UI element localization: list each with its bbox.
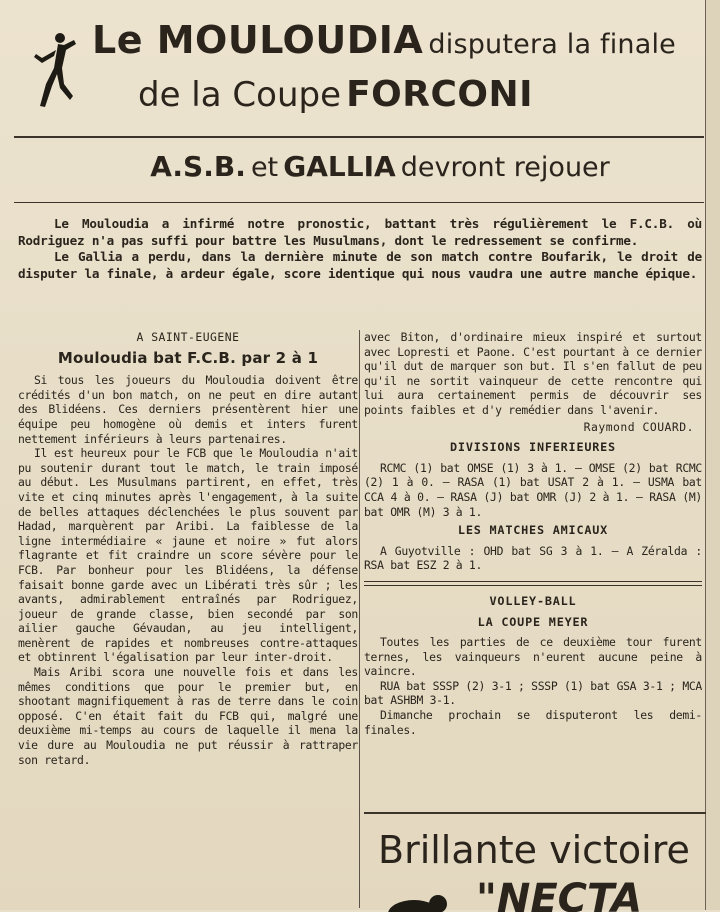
headline-and: et	[250, 152, 279, 183]
headline-verb: disputera la finale	[428, 29, 676, 60]
volley-paragraph: Toutes les parties de ce deuxième tour furent ternes, les vainqueurs n'eurent aucune peine à vaincre.	[364, 635, 702, 679]
headline-team-gallia: GALLIA	[283, 150, 396, 183]
article-column-left	[18, 330, 358, 906]
adjacent-column-edge	[705, 0, 720, 910]
headline-divider	[14, 136, 704, 138]
volley-subtitle: LA COUPE MEYER	[477, 614, 589, 629]
advert-box	[364, 812, 706, 912]
article-dateline: A SAINT-EUGENE	[136, 330, 240, 344]
article-continued: avec Biton, d'ordinaire mieux inspiré et surtout avec Lopresti et Paone. C'est pourtant à ce dernier qu'il dut de marquer son but. Il s'en fallut de peu qu'il ne sortit vainqueur de cette rencontre qui lui aura certainement permis de découvrir ses points faibles et d'y remédier dans l'avenir.	[364, 330, 702, 417]
advert-title: Brillante victoire	[378, 828, 690, 872]
volley-paragraph: RUA bat SSSP (2) 3-1 ; SSSP (1) bat GSA 3-1 ; MCA bat ASHBM 3-1.	[364, 678, 702, 708]
column-divider	[359, 330, 360, 908]
divisions-results: RCMC (1) bat OMSE (1) 3 à 1. — OMSE (2) bat RCMC (2) 1 à 0. — RASA (1) bat USAT 2 à 1. — USMA bat CCA 4 à 0. — RASA (J) bat OMR (J) 2 à 1. — RASA (M) bat OMR (M) 3 à 1.	[364, 460, 702, 519]
headline-cup-name: FORCONI	[346, 74, 534, 115]
lead-paragraph: Le Gallia a perdu, dans la dernière minute de son match contre Boufarik, le droit de disputer la finale, à ardeur égale, score identique qui nous vaudra une autre manche épique.	[18, 249, 702, 281]
footballer-icon	[24, 28, 84, 118]
divisions-title: DIVISIONS INFERIEURES	[450, 440, 616, 455]
volley-paragraph: Dimanche prochain se disputeront les demi-finales.	[364, 708, 702, 737]
headline-replay: devront rejouer	[400, 152, 610, 183]
article-subhead: Mouloudia bat F.C.B. par 2 à 1	[57, 348, 319, 367]
lead-paragraphs	[18, 216, 702, 326]
lead-top-rule	[14, 202, 704, 203]
headline-line-2	[138, 74, 704, 124]
headline-club: Le MOULOUDIA	[92, 18, 424, 62]
advert-illustration	[380, 884, 460, 912]
volley-title: VOLLEY-BALL	[489, 593, 577, 608]
article-paragraph: Mais Aribi scora une nouvelle fois et dans les mêmes conditions que pour le premier but, en shootant magnifiquement à ras de terre dans le coin opposé. C'en était fait du FCB qui, malgré une deuxième mi-temps au cours de laquelle il mena la vie dure au Mouloudia ne put réussir à rattraper son retard.	[18, 665, 358, 767]
article-signature: Raymond COUARD.	[583, 419, 694, 434]
amicaux-results: A Guyotville : OHD bat SG 3 à 1. — A Zéralda : RSA bat ESZ 2 à 1.	[364, 543, 702, 573]
secondary-headline	[60, 150, 700, 192]
volley-rule	[364, 581, 702, 586]
lead-paragraph: Le Mouloudia a infirmé notre pronostic, battant très régulièrement le F.C.B. où Rodriguez n'a pas suffi pour battre les Musulmans, dont le redressement se confirme.	[18, 216, 702, 248]
headline-team-asb: A.S.B.	[150, 150, 246, 183]
headline-line-1	[92, 18, 704, 70]
article-paragraph: Si tous les joueurs du Mouloudia doivent être crédités d'un bon match, on ne peut en dire autant des Blidéens. Ces derniers présentèrent hier une équipe peu homogène où demis et inters furent nettement inférieurs à leurs partenaires.	[18, 373, 358, 446]
amicaux-title: LES MATCHES AMICAUX	[457, 523, 609, 538]
headline-cup-prefix: de la Coupe	[138, 75, 341, 115]
advert-brand: "NECTA	[476, 876, 643, 912]
article-paragraph: Il est heureux pour le FCB que le Mouloudia n'ait pu soutenir durant tout le match, le train imposé au début. Les Musulmans partirent, en effet, très vite et cinq minutes après l'engagement, à la suite de belles attaques déclenchées le plus souvent par Hadad, marquèrent par Aribi. La faiblesse de la ligne intermédiaire « jaune et noire » fut alors flagrante et fit craindre un score sévère pour le FCB. Par bonheur pour les Blidéens, la défense faisait bonne garde avec un Libérati très sûr ; les avants, admirablement entraînés par Rodriguez, joueur de grande classe, bien secondé par son ailier gauche Gévaudan, au jeu intelligent, menèrent de rapides et nombreuses contre-attaques et obtinrent l'égalisation par leur inter-droit.	[18, 446, 358, 665]
